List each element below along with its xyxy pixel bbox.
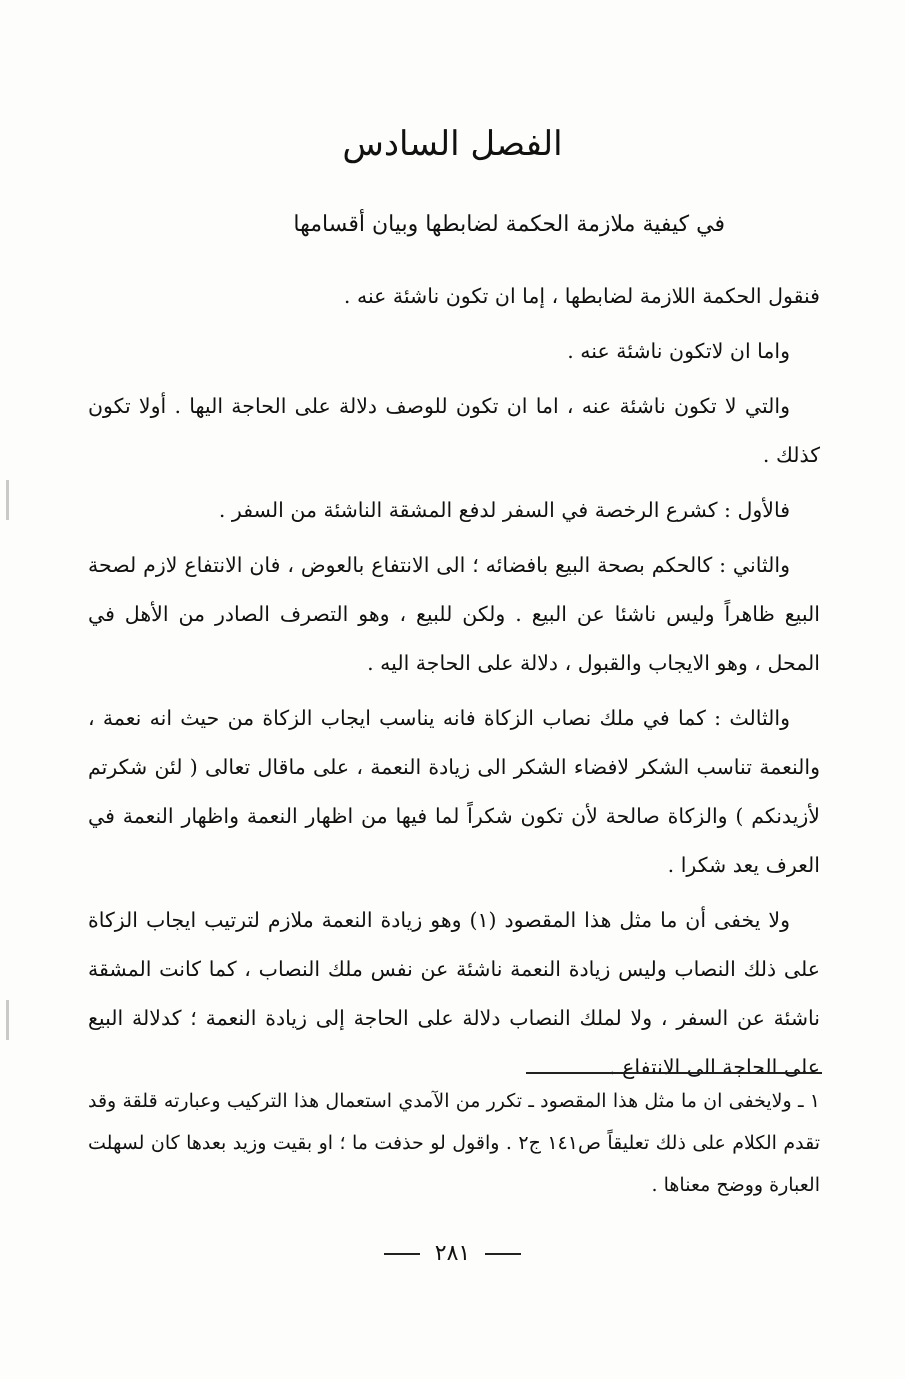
footnote: ١ ـ ولايخفى ان ما مثل هذا المقصود ـ تكرر من الآمدي استعمال هذا التركيب وعبارته قلقة وقد تقدم الكلام على ذلك تعليقاً ص١٤١ ج٢ . واقول لو حذفت ما ؛ او بقيت وزيد بعدها كان لسهلت العبارة ووضح معناها . (88, 1090, 821, 1196)
chapter-title: الفصل السادس (342, 124, 563, 164)
scan-edge-mark (6, 480, 9, 520)
paragraph: فنقول الحكمة اللازمة لضابطها ، إما ان تكون ناشئة عنه . (343, 284, 820, 308)
footnote-divider (526, 1072, 822, 1074)
footnotes (88, 1080, 820, 1206)
paragraph: ولا يخفى أن ما مثل هذا المقصود (١) وهو زيادة النعمة ملازم لترتيب ايجاب الزكاة على ذلك النصاب وليس زيادة النعمة ناشئة عن نفس ملك النصاب ، كما كانت المشقة ناشئة عن السفر ، ولا لملك النصاب دلالة على الحاجة إلى زيادة النعمة ؛ كدلالة البيع على الحاجة الى الانتفاع . (88, 908, 820, 1079)
paragraph: واما ان لاتكون ناشئة عنه . (567, 339, 790, 363)
paragraph: والتي لا تكون ناشئة عنه ، اما ان تكون للوصف دلالة على الحاجة اليها . أولا تكون كذلك . (88, 394, 820, 467)
paragraph: فالأول : كشرع الرخصة في السفر لدفع المشقة الناشئة من السفر . (218, 498, 790, 522)
body-text (88, 272, 820, 1098)
paragraph: والثالث : كما في ملك نصاب الزكاة فانه يناسب ايجاب الزكاة من حيث انه نعمة ، والنعمة تناسب الشكر لافضاء الشكر الى زيادة النعمة ، على ماقال تعالى ( لئن شكرتم لأزيدنكم ) والزكاة صالحة لأن تكون شكراً لما فيها من اظهار النعمة واظهار النعمة في العرف يعد شكرا . (88, 706, 820, 877)
chapter-subtitle (215, 205, 725, 245)
page-number-dash (485, 1253, 521, 1255)
paragraph: والثاني : كالحكم بصحة البيع بافضائه ؛ الى الانتفاع بالعوض ، فان الانتفاع لازم لصحة البيع ظاهراً وليس ناشئا عن البيع . ولكن للبيع ، وهو التصرف الصادر من الأهل في المحل ، وهو الايجاب والقبول ، دلالة على الحاجة اليه . (88, 553, 820, 675)
subtitle-text: في كيفية ملازمة الحكمة لضابطها وبيان أقسامها (293, 212, 725, 237)
scan-edge-mark (6, 1000, 9, 1040)
page-number-dash (384, 1253, 420, 1255)
page-number-container (0, 1236, 905, 1272)
page-number: ٢٨١ (434, 1241, 471, 1266)
